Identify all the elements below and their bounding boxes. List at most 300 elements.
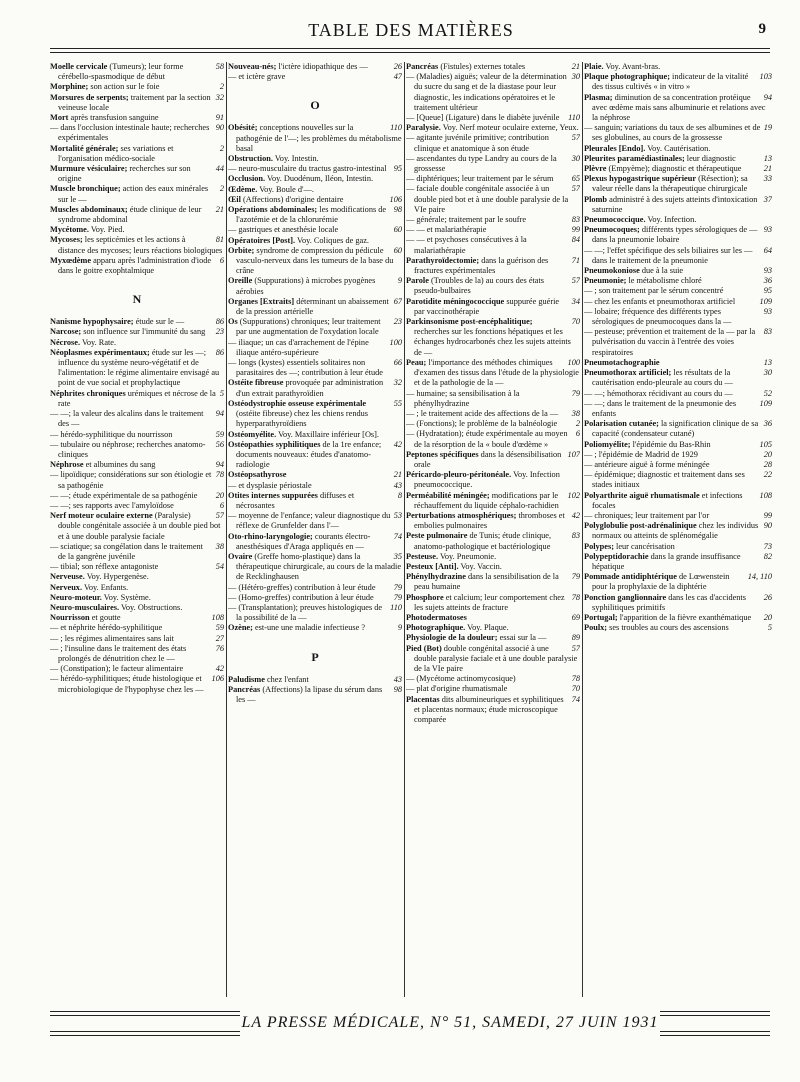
entry-term: Ostéomyélite.: [228, 429, 277, 439]
entry-page-number: 108: [211, 613, 224, 623]
entry-description: — lobaire; fréquence des différents types sérologiques de pneumocoques dans la —: [584, 306, 732, 327]
index-entry: [50, 644, 224, 664]
entry-page-number: 43: [393, 674, 402, 684]
entry-term: Polarisation cutanée;: [584, 419, 659, 429]
entry-page-number: 38: [571, 408, 580, 418]
index-entry: [406, 389, 580, 409]
entry-description: — (Constipation); le facteur alimentaire: [50, 664, 184, 674]
index-entry: [228, 195, 402, 205]
index-entry: [406, 695, 580, 726]
entry-page-number: 76: [215, 643, 224, 653]
entry-term: Plèvre: [584, 164, 607, 174]
entry-page-number: 13: [763, 153, 772, 163]
index-entry: [406, 409, 580, 419]
entry-page-number: 54: [215, 562, 224, 572]
index-entry: [584, 123, 772, 143]
entry-description: (Fistules) externes totales: [438, 62, 526, 71]
entry-term: Pesteux [Anti].: [406, 561, 459, 571]
entry-page-number: 64: [763, 245, 772, 255]
entry-page-number: 60: [393, 245, 402, 255]
index-entry: [228, 72, 402, 82]
entry-term: Polypeptidorachie: [584, 551, 649, 561]
index-entry: [228, 399, 402, 430]
index-entry: [406, 184, 580, 215]
index-entry: [228, 276, 402, 296]
entry-description: — gastriques et anesthésie locale: [228, 225, 339, 235]
entry-description: — —; ses rapports avec l'amyloïdose: [50, 500, 174, 510]
entry-description: de Lœwenstein pour la prophylaxie de la diphtérie: [592, 572, 730, 592]
section-letter: P: [311, 649, 319, 664]
entry-description: — et néphrite hérédo-syphilitique: [50, 623, 163, 633]
entry-description: — ; le traitement acide des affections de la —: [406, 408, 559, 418]
entry-description: diminution de sa concentration protéique avec œdème mais sans albuminurie et relations avec la néphrose: [592, 92, 766, 123]
entry-page-number: 95: [763, 286, 772, 296]
entry-description: différents types sérologiques de — dans la pneumonie lobaire: [592, 225, 758, 245]
index-entry: [50, 470, 224, 490]
entry-page-number: 9: [397, 623, 402, 633]
entry-page-number: 94: [215, 460, 224, 470]
entry-term: Pommade antidiphtérique: [584, 572, 677, 582]
index-entry: [584, 266, 772, 276]
entry-description: action des eaux minérales sur le —: [58, 184, 209, 204]
entry-term: Nouveau-nés;: [228, 62, 277, 71]
entry-term: Perturbations atmosphériques;: [406, 510, 517, 520]
entry-description: — dans l'occlusion intestinale haute; recherches expérimentales: [50, 123, 210, 143]
index-entry: [50, 603, 224, 613]
entry-term: Néphrites chroniques: [50, 388, 126, 398]
entry-page-number: 78: [571, 674, 580, 684]
header-rule: [50, 52, 770, 53]
entry-description: — et dysplasie périostale: [228, 480, 312, 490]
entry-description: — générale; traitement par le soufre: [406, 215, 527, 225]
index-entry: [406, 123, 580, 133]
index-entry: [406, 572, 580, 592]
entry-description: (Affections) d'origine dentaire: [240, 194, 344, 204]
entry-page-number: 78: [571, 592, 580, 602]
index-entry: [584, 572, 772, 592]
entry-page-number: 99: [571, 225, 580, 235]
entry-term: Paralysie.: [406, 123, 441, 133]
index-entry: [50, 491, 224, 501]
entry-description: (Paralysie) double congénitale associée à un double pied bot et à une double paralysie faciale: [58, 511, 221, 541]
entry-page-number: 52: [763, 388, 772, 398]
index-entry: [228, 225, 402, 235]
entry-page-number: 106: [211, 674, 224, 684]
index-entry: [584, 450, 772, 460]
entry-term: Pied (Bot): [406, 643, 442, 653]
entry-description: et albumines du sang: [83, 460, 156, 470]
page-footer: [50, 1005, 770, 1041]
index-entry: [406, 256, 580, 276]
index-entry: [584, 419, 772, 439]
index-entry: [50, 327, 224, 337]
entry-description: — hérédo-syphilitique du nourrisson: [50, 429, 173, 439]
entry-description: chez les individus normaux ou atteints de splénomégalie: [592, 521, 759, 541]
entry-description: suppurée guérie par vaccinothérapie: [414, 296, 560, 316]
index-entry: [406, 113, 580, 123]
index-entry: [406, 174, 580, 184]
entry-page-number: 70: [571, 684, 580, 694]
entry-term: Pancréas: [228, 684, 261, 694]
page-number: 9: [758, 21, 766, 37]
entry-description: Voy. Coliques de gaz.: [295, 235, 369, 245]
entry-description: recherches sur les fonctions hépatiques et les échanges hydrocarbonés chez les sujets atteints de —: [414, 327, 571, 357]
index-entry: [228, 378, 402, 398]
index-columns: [50, 62, 772, 997]
entry-term: Pancréas: [406, 62, 439, 71]
index-entry: [50, 82, 224, 92]
entry-term: Perméabilité méningée;: [406, 490, 490, 500]
entry-page-number: 110: [568, 113, 580, 123]
entry-page-number: 8: [397, 490, 402, 500]
index-entry: [50, 256, 224, 276]
entry-term: Neuro-moteur.: [50, 592, 102, 602]
entry-term: Pneumokoniose: [584, 266, 640, 276]
entry-description: urémiques et nécrose de la rate: [58, 388, 216, 408]
index-entry: [406, 317, 580, 358]
entry-term: Otites internes suppurées: [228, 490, 318, 500]
entry-description: son action sur le foie: [88, 82, 160, 92]
entry-page-number: 37: [763, 194, 772, 204]
entry-description: dans la guérison des fractures expérimentales: [414, 255, 549, 276]
entry-page-number: 108: [759, 490, 772, 500]
index-entry: [228, 174, 402, 184]
index-entry: [406, 358, 580, 389]
entry-description: leur diagnostic: [684, 153, 736, 163]
entry-description: (Suppurations) à microbes pyogènes aérobies: [236, 276, 376, 296]
entry-term: Ostéite fibreuse: [228, 378, 284, 388]
index-entry: [228, 205, 402, 225]
index-entry: [406, 644, 580, 675]
entry-term: Parole: [406, 276, 429, 286]
index-entry: [406, 531, 580, 551]
index-entry: [228, 440, 402, 471]
entry-page-number: 103: [759, 72, 772, 82]
entry-description: syndrome de compression du pédicule vasculo-nerveux dans les tumeurs de la base du crâne: [236, 245, 394, 276]
entry-term: Polyglobulie post-adrénalinique: [584, 521, 697, 531]
entry-description: — humaine; sa sensibilisation à la phénylhydrazine: [406, 388, 520, 408]
entry-description: dans les cas d'accidents syphilitiques primitifs: [592, 592, 746, 612]
index-entry: [228, 358, 402, 378]
index-entry: [406, 613, 580, 623]
header-rule: [50, 48, 770, 49]
entry-description: Voy. Duodénum, Iléon, Intestin.: [265, 174, 374, 184]
entry-description: conceptions nouvelles sur la pathogénie de l'—; les problèmes du métabolisme basal: [236, 123, 402, 153]
entry-description: — diphtériques; leur traitement par le sérum: [406, 174, 554, 184]
entry-description: — (Hétéro-greffes) contribution à leur étude: [228, 582, 376, 592]
entry-description: traitement par la section veineuse locale: [58, 92, 211, 112]
entry-page-number: 55: [393, 398, 402, 408]
entry-page-number: 6: [219, 500, 224, 510]
entry-description: les septicémies et les actions à distance des mycoses; leurs réactions biologiques: [58, 235, 223, 255]
entry-term: Neuro-musculaires.: [50, 602, 120, 612]
entry-description: — —; étude expérimentale de sa pathogénie: [50, 490, 198, 500]
entry-description: — épidémique; diagnostic et traitement dans ses stades initiaux: [584, 470, 745, 490]
entry-term: Nerveux.: [50, 582, 83, 592]
entry-description: l'apparition de la fièvre exanthématique: [617, 612, 752, 622]
index-entry: [228, 552, 402, 583]
entry-page-number: 94: [215, 409, 224, 419]
entry-page-number: 58: [215, 62, 224, 71]
entry-page-number: 74: [571, 694, 580, 704]
entry-description: — —; dans le traitement de la pneumonie des enfants: [584, 398, 737, 418]
entry-term: Oreille: [228, 276, 253, 286]
index-entry: [50, 184, 224, 204]
entry-page-number: 73: [763, 541, 772, 551]
entry-description: — ; l'insuline dans le traitement des états prolongés de dénutrition chez le —: [50, 643, 187, 663]
entry-description: — et ictère grave: [228, 72, 286, 82]
index-entry: [584, 368, 772, 388]
index-entry: [406, 511, 580, 531]
entry-term: Nourrisson: [50, 613, 90, 623]
index-entry: [50, 623, 224, 633]
entry-term: Mycétome.: [50, 225, 89, 235]
entry-page-number: 20: [763, 449, 772, 459]
index-entry: [584, 195, 772, 215]
entry-term: Placentas: [406, 694, 440, 704]
entry-term: Peste pulmonaire: [406, 531, 468, 541]
index-entry: [50, 511, 224, 542]
entry-page-number: 36: [763, 276, 772, 286]
entry-page-number: 43: [393, 480, 402, 490]
index-entry: [228, 603, 402, 623]
index-entry: [584, 623, 772, 633]
index-entry: [50, 501, 224, 511]
entry-term: Plasma;: [584, 92, 613, 102]
entry-page-number: 100: [389, 337, 402, 347]
entry-term: Os: [228, 317, 238, 327]
entry-description: — agitante juvénile primitive; contribution clinique et anatomique à son étude: [406, 133, 549, 153]
index-entry: [228, 623, 402, 633]
entry-term: Poulx;: [584, 623, 608, 633]
entry-description: Voy. Obstructions.: [119, 602, 183, 612]
entry-page-number: 30: [763, 368, 772, 378]
entry-page-number: 2: [219, 184, 224, 194]
entry-description: dans la désensibilisation orale: [414, 449, 562, 469]
entry-page-number: 79: [571, 572, 580, 582]
entry-description: — sanguin; variations du taux de ses albumines et de ses globulines, au cours de la grossesse: [584, 123, 761, 143]
index-entry: [584, 286, 772, 296]
entry-term: Pesteuse.: [406, 551, 439, 561]
entry-page-number: 42: [215, 664, 224, 674]
entry-page-number: 79: [393, 582, 402, 592]
entry-term: Ozène;: [228, 623, 253, 633]
index-entry: [584, 327, 772, 358]
index-entry: [406, 633, 580, 643]
entry-description: — ; son traitement par le sérum concentré: [584, 286, 724, 296]
entry-term: Ovaire: [228, 551, 253, 561]
entry-description: le métabolisme chloré: [626, 276, 702, 286]
entry-term: Pneumococcique.: [584, 215, 646, 225]
entry-term: Pneumocoques;: [584, 225, 640, 235]
entry-description: leur cancérisation: [613, 541, 675, 551]
entry-description: — chez les enfants et pneumothorax artificiel: [584, 296, 736, 306]
entry-page-number: 100: [567, 357, 580, 367]
entry-term: Parkinsonisme post-encéphalitique;: [406, 317, 533, 327]
entry-page-number: 6: [219, 255, 224, 265]
entry-page-number: 86: [215, 347, 224, 357]
entry-description: — —; l'effet spécifique des sels biliaires sur les — dans le traitement de la pneumonie: [584, 245, 753, 265]
entry-term: Ponction ganglionnaire: [584, 592, 667, 602]
index-entry: [228, 164, 402, 174]
index-entry: [406, 593, 580, 613]
index-entry: [228, 583, 402, 593]
entry-page-number: 2: [575, 419, 580, 429]
index-entry: [406, 450, 580, 470]
entry-description: Voy. Infection pneumococcique.: [414, 470, 560, 490]
entry-page-number: 32: [393, 378, 402, 388]
index-entry: [50, 440, 224, 460]
index-entry: [584, 164, 772, 174]
index-entry: [50, 664, 224, 674]
entry-term: Plaque photographique;: [584, 72, 670, 82]
entry-term: Œdème.: [228, 184, 258, 194]
entry-page-number: 26: [763, 592, 772, 602]
entry-page-number: 83: [571, 215, 580, 225]
footer-rule: [660, 1035, 770, 1036]
entry-term: Orbite;: [228, 245, 255, 255]
entry-description: chez l'enfant: [264, 674, 309, 684]
entry-page-number: 42: [393, 439, 402, 449]
index-entry: [50, 123, 224, 143]
entry-page-number: 23: [393, 317, 402, 327]
entry-term: Plexus hypogastrique supérieur: [584, 174, 697, 184]
index-entry: [406, 235, 580, 255]
entry-description: (Tumeurs); leur forme cérébello-spasmodique de début: [58, 62, 184, 82]
entry-term: Myxœdème: [50, 255, 92, 265]
entry-description: ses variations et l'organisation médico-sociale: [58, 143, 174, 163]
index-entry: [584, 225, 772, 245]
entry-page-number: 13: [763, 357, 772, 367]
footer-rule: [50, 1015, 240, 1016]
index-entry: [406, 552, 580, 562]
entry-term: Nerveuse.: [50, 572, 85, 582]
entry-description: étude clinique de leur syndrome abdominal: [58, 204, 202, 225]
entry-page-number: 59: [215, 623, 224, 633]
index-entry: [406, 419, 580, 429]
entry-description: l'importance des méthodes chimiques d'examen des tissus dans l'étude de la physiologie et de la pathologie de la —: [414, 357, 579, 388]
index-entry: [406, 154, 580, 174]
entry-description: (Affections) la lipase du sérum dans les —: [236, 684, 383, 704]
entry-description: après transfusion sanguine: [68, 113, 159, 123]
index-entry: [228, 481, 402, 491]
index-entry: [228, 675, 402, 685]
index-entry: [584, 542, 772, 552]
index-entry: [50, 562, 224, 572]
index-entry: [50, 542, 224, 562]
entry-term: Polypes;: [584, 541, 614, 551]
entry-description: — plat d'origine rhumatismale: [406, 684, 508, 694]
index-entry: [584, 613, 772, 623]
footer-rule: [660, 1015, 770, 1016]
entry-page-number: 60: [393, 225, 402, 235]
index-entry: [50, 389, 224, 409]
footer-rule: [660, 1031, 770, 1032]
entry-description: Voy. Nerf moteur oculaire externe, Yeux.: [440, 123, 579, 133]
entry-page-number: 71: [571, 255, 580, 265]
entry-description: — tubulaire ou néphrose; recherches anatomo-cliniques: [50, 439, 206, 459]
entry-description: — tibial; son réflexe antagoniste: [50, 562, 159, 572]
index-entry: [584, 440, 772, 450]
index-entry: [406, 133, 580, 153]
index-entry: [50, 93, 224, 113]
entry-page-number: 34: [571, 296, 580, 306]
index-entry: [228, 236, 402, 246]
index-entry: [50, 235, 224, 255]
entry-page-number: 5: [767, 623, 772, 633]
entry-description: Voy. Maxillaire inférieur [Os].: [276, 429, 379, 439]
entry-term: Plomb: [584, 194, 608, 204]
entry-term: Obstruction.: [228, 154, 273, 164]
entry-description: — (Hydratation); étude expérimentale au moyen de la résorption de la « boule d'œdème »: [406, 429, 568, 449]
index-entry: [50, 460, 224, 470]
entry-page-number: 20: [763, 612, 772, 622]
index-entry: [584, 460, 772, 470]
entry-page-number: 86: [215, 317, 224, 327]
entry-page-number: 2: [219, 82, 224, 92]
index-entry: [50, 674, 224, 694]
entry-term: Peau;: [406, 357, 427, 367]
page-header: [50, 16, 772, 46]
entry-description: — iliaque; un cas d'arrachement de l'épine iliaque antéro-supérieure: [228, 337, 369, 357]
entry-term: Photodermatoses: [406, 612, 467, 622]
index-entry: [584, 154, 772, 164]
footer-rule: [660, 1011, 770, 1012]
entry-description: — moyenne de l'enfance; valeur diagnostique du réflexe de Grunfelder dans l'—: [228, 511, 391, 531]
entry-description: — (Mycétome actinomycosique): [406, 674, 516, 684]
index-entry: [228, 62, 402, 72]
entry-term: Ostéopsathyrose: [228, 470, 287, 480]
entry-description: (ostéite fibreuse) chez les chiens rendus hyperparathyroïdiens: [236, 409, 369, 429]
entry-page-number: 98: [393, 205, 402, 215]
entry-term: Œil: [228, 194, 241, 204]
entry-term: Obésité;: [228, 123, 258, 133]
entry-page-number: 84: [571, 235, 580, 245]
entry-description: Voy. Infection.: [645, 215, 697, 225]
index-entry: [50, 338, 224, 348]
index-entry: [584, 297, 772, 307]
index-entry: [584, 93, 772, 124]
index-entry: [406, 623, 580, 633]
index-entry: [228, 185, 402, 195]
index-entry: [228, 685, 402, 705]
entry-description: — —; hémothorax récidivant au cours du —: [584, 388, 733, 398]
index-entry: [584, 593, 772, 613]
entry-page-number: 82: [763, 551, 772, 561]
entry-term: Ostéopathies syphilitiques: [228, 439, 321, 449]
entry-page-number: 107: [567, 449, 580, 459]
index-entry: [50, 113, 224, 123]
entry-description: — lipoïdique; considérations sur son étiologie et sa pathogénie: [50, 470, 212, 490]
index-entry: [228, 317, 402, 337]
entry-page-number: 81: [215, 235, 224, 245]
entry-description: — — et malariathérapie: [406, 225, 487, 235]
index-entry: [50, 164, 224, 184]
index-entry: [228, 297, 402, 317]
entry-description: de la 1re enfance; documents nouveaux: études d'anatomo-radiologie: [236, 439, 382, 470]
entry-page-number: 79: [571, 388, 580, 398]
entry-description: Voy. Enfants.: [82, 582, 129, 592]
entry-description: — ; les régimes alimentaires sans lait: [50, 633, 174, 643]
entry-page-number: 93: [763, 306, 772, 316]
entry-description: indicateur de la vitalité des tissus cultivés « in vitro »: [592, 72, 749, 92]
section-letter: N: [132, 292, 142, 307]
entry-page-number: 21: [215, 204, 224, 214]
entry-term: Mort: [50, 113, 69, 123]
index-entry: [228, 154, 402, 164]
entry-description: Voy. Vaccin.: [458, 561, 502, 571]
entry-term: Mycoses;: [50, 235, 83, 245]
